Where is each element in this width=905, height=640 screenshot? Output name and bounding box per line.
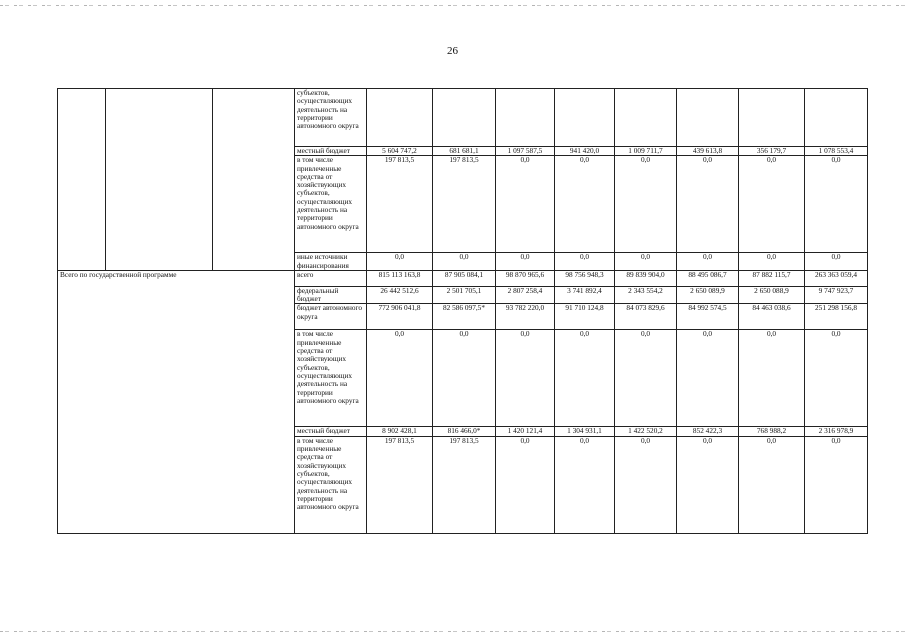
value-text: 0,0 <box>459 252 469 262</box>
value-text: 0,0 <box>766 155 777 165</box>
value-text: 681 681,1 <box>449 146 479 155</box>
program-total-label: Всего по государственной программе <box>58 270 295 533</box>
value-text: 941 420,0 <box>569 146 600 155</box>
value-text: 0,0 <box>831 329 841 339</box>
value-cell <box>677 270 739 286</box>
source-label: в том числе привлеченные средства от хозяйствующих субъектов, осуществляющих деятельность на территории автономного округа <box>295 330 367 427</box>
value-text: 1 422 520,2 <box>628 426 663 436</box>
empty-cell <box>213 89 295 271</box>
value-text: 0,0 <box>579 155 590 165</box>
value-text: 197 813,5 <box>449 436 479 445</box>
value-cell <box>367 253 433 271</box>
value-text: 852 422,3 <box>692 426 723 436</box>
value-text: 0,0 <box>394 329 405 339</box>
value-text: 0,0 <box>640 436 651 445</box>
value-cell <box>433 156 496 253</box>
value-text: 0,0 <box>702 252 713 262</box>
value-cell <box>805 270 868 286</box>
value-text: 2 501 705,1 <box>446 286 482 295</box>
value-text: 439 613,8 <box>692 146 723 155</box>
value-text: 263 363 059,4 <box>815 270 857 279</box>
value-text: 0,0 <box>831 155 841 165</box>
value-cell <box>739 436 805 533</box>
value-text: 84 992 574,5 <box>688 303 727 313</box>
value-cell <box>615 270 677 286</box>
value-text: 8 902 428,1 <box>382 426 417 436</box>
value-cell <box>615 436 677 533</box>
value-text: 0,0 <box>394 252 405 262</box>
value-text: 98 870 965,6 <box>505 270 545 279</box>
value-text: 2 650 089,9 <box>690 286 725 295</box>
value-text: 0,0 <box>579 252 590 262</box>
source-label: федеральный бюджет <box>295 286 367 304</box>
value-cell <box>555 286 615 304</box>
value-text: 1 420 121,4 <box>507 426 543 436</box>
value-cell <box>496 436 555 533</box>
value-cell <box>615 253 677 271</box>
value-cell <box>433 286 496 304</box>
value-text: 88 495 086,7 <box>688 270 727 279</box>
program-total-section <box>58 270 868 533</box>
source-label: иные источники финансирования <box>295 253 367 271</box>
value-cell <box>555 156 615 253</box>
value-cell <box>433 330 496 427</box>
value-text: 197 813,5 <box>384 436 415 445</box>
value-cell <box>615 286 677 304</box>
value-cell <box>677 156 739 253</box>
scan-edge-bottom <box>0 631 905 632</box>
value-cell <box>433 427 496 436</box>
value-cell <box>555 270 615 286</box>
value-cell <box>555 427 615 436</box>
value-cell <box>805 253 868 271</box>
value-cell <box>367 330 433 427</box>
source-label: местный бюджет <box>295 147 367 156</box>
value-cell <box>805 304 868 330</box>
value-text: 91 710 124,8 <box>565 303 604 313</box>
value-text: 772 906 041,8 <box>378 303 421 313</box>
value-cell <box>739 330 805 427</box>
source-label: бюджет автономного округа <box>295 304 367 330</box>
value-cell <box>739 270 805 286</box>
value-text: 9 747 923,7 <box>818 286 854 295</box>
value-cell <box>805 147 868 156</box>
value-cell <box>677 147 739 156</box>
value-text: 0,0 <box>766 252 777 262</box>
value-cell <box>496 427 555 436</box>
empty-cell <box>367 89 433 147</box>
value-cell <box>555 253 615 271</box>
empty-cell <box>496 89 555 147</box>
value-text: 197 813,5 <box>384 155 415 165</box>
value-text: 2 316 978,9 <box>818 426 854 436</box>
page-number: 26 <box>447 45 458 57</box>
value-text: 356 179,7 <box>756 146 787 155</box>
value-cell <box>496 286 555 304</box>
value-cell <box>433 270 496 286</box>
value-cell <box>555 436 615 533</box>
value-cell <box>496 156 555 253</box>
value-cell <box>677 436 739 533</box>
value-cell <box>367 436 433 533</box>
value-text: 1 097 587,5 <box>507 146 543 155</box>
value-text: 815 113 163,8 <box>378 270 421 279</box>
empty-cell <box>805 89 868 147</box>
value-text: 0,0 <box>766 329 777 339</box>
source-label: в том числе привлеченные средства от хозяйствующих субъектов, осуществляющих деятельность на территории автономного округа <box>295 436 367 533</box>
value-cell <box>677 427 739 436</box>
value-text: 197 813,5 <box>449 155 479 165</box>
value-text: 1 009 711,7 <box>628 146 663 155</box>
value-text: 0,0 <box>831 436 841 445</box>
value-cell <box>805 330 868 427</box>
value-text: 87 882 115,7 <box>752 270 791 279</box>
value-cell <box>615 330 677 427</box>
source-label: субъектов, осуществляющих деятельность на территории автономного округа <box>295 89 367 147</box>
value-cell <box>496 304 555 330</box>
value-text: 5 604 747,2 <box>382 146 417 155</box>
value-text: 0,0 <box>702 436 713 445</box>
value-text: 0,0 <box>579 436 590 445</box>
value-cell <box>739 156 805 253</box>
value-text: 0,0 <box>520 436 530 445</box>
continued-program-section <box>58 89 868 271</box>
source-label: местный бюджет <box>295 427 367 436</box>
empty-cell <box>58 89 106 271</box>
empty-cell <box>739 89 805 147</box>
value-text: 0,0 <box>640 252 651 262</box>
value-cell <box>615 304 677 330</box>
value-text: 251 298 156,8 <box>815 303 857 313</box>
value-cell <box>367 147 433 156</box>
value-text: 1 078 553,4 <box>818 146 854 155</box>
value-cell <box>615 156 677 253</box>
scan-edge-top <box>0 5 905 6</box>
value-cell <box>496 147 555 156</box>
value-cell <box>615 427 677 436</box>
value-text: 0,0 <box>831 252 841 262</box>
value-text: 84 073 829,6 <box>626 303 665 313</box>
table-row <box>58 89 868 147</box>
value-text: 0,0 <box>702 329 713 339</box>
value-cell <box>496 330 555 427</box>
value-cell <box>367 304 433 330</box>
value-cell <box>496 253 555 271</box>
value-cell <box>739 253 805 271</box>
value-text: 0,0 <box>702 155 713 165</box>
value-text: 0,0 <box>579 329 590 339</box>
value-text: 0,0 <box>459 329 469 339</box>
value-text: 84 463 038,6 <box>752 303 791 313</box>
value-cell <box>367 286 433 304</box>
value-cell <box>433 304 496 330</box>
value-cell <box>677 286 739 304</box>
value-cell <box>555 147 615 156</box>
value-cell <box>805 427 868 436</box>
budget-table <box>57 88 868 534</box>
value-text: 0,0 <box>520 252 530 262</box>
value-cell <box>805 156 868 253</box>
value-text: 0,0 <box>640 155 651 165</box>
value-text: 2 343 554,2 <box>628 286 663 295</box>
value-text: 82 586 097,5* <box>443 303 485 313</box>
value-cell <box>805 286 868 304</box>
value-cell <box>739 427 805 436</box>
empty-cell <box>555 89 615 147</box>
value-cell <box>739 147 805 156</box>
value-cell <box>433 436 496 533</box>
value-cell <box>615 147 677 156</box>
value-cell <box>367 270 433 286</box>
value-text: 0,0 <box>766 436 777 445</box>
value-text: 2 807 258,4 <box>507 286 543 295</box>
empty-cell <box>677 89 739 147</box>
value-text: 98 756 948,3 <box>565 270 604 279</box>
table-row <box>58 270 868 286</box>
value-text: 2 650 088,9 <box>754 286 789 295</box>
value-cell <box>677 304 739 330</box>
value-cell <box>805 436 868 533</box>
value-text: 1 304 931,1 <box>567 426 602 436</box>
empty-cell <box>106 89 213 271</box>
empty-cell <box>615 89 677 147</box>
value-cell <box>555 304 615 330</box>
empty-cell <box>433 89 496 147</box>
value-cell <box>367 427 433 436</box>
value-cell <box>677 253 739 271</box>
value-cell <box>739 286 805 304</box>
value-cell <box>739 304 805 330</box>
value-text: 768 988,2 <box>756 426 787 436</box>
source-label: в том числе привлеченные средства от хозяйствующих субъектов, осуществляющих деятельность на территории автономного округа <box>295 156 367 253</box>
value-text: 26 442 512,6 <box>380 286 419 295</box>
value-text: 3 741 892,4 <box>567 286 602 295</box>
source-label: всего <box>295 270 367 286</box>
value-text: 816 466,0* <box>447 426 481 436</box>
value-cell <box>367 156 433 253</box>
value-cell <box>555 330 615 427</box>
value-cell <box>496 270 555 286</box>
value-text: 0,0 <box>520 329 530 339</box>
value-text: 93 782 220,0 <box>505 303 545 313</box>
value-text: 0,0 <box>520 155 530 165</box>
value-cell <box>433 253 496 271</box>
value-text: 89 839 904,0 <box>626 270 665 279</box>
value-text: 0,0 <box>640 329 651 339</box>
value-cell <box>677 330 739 427</box>
value-text: 87 905 084,1 <box>444 270 484 279</box>
value-cell <box>433 147 496 156</box>
